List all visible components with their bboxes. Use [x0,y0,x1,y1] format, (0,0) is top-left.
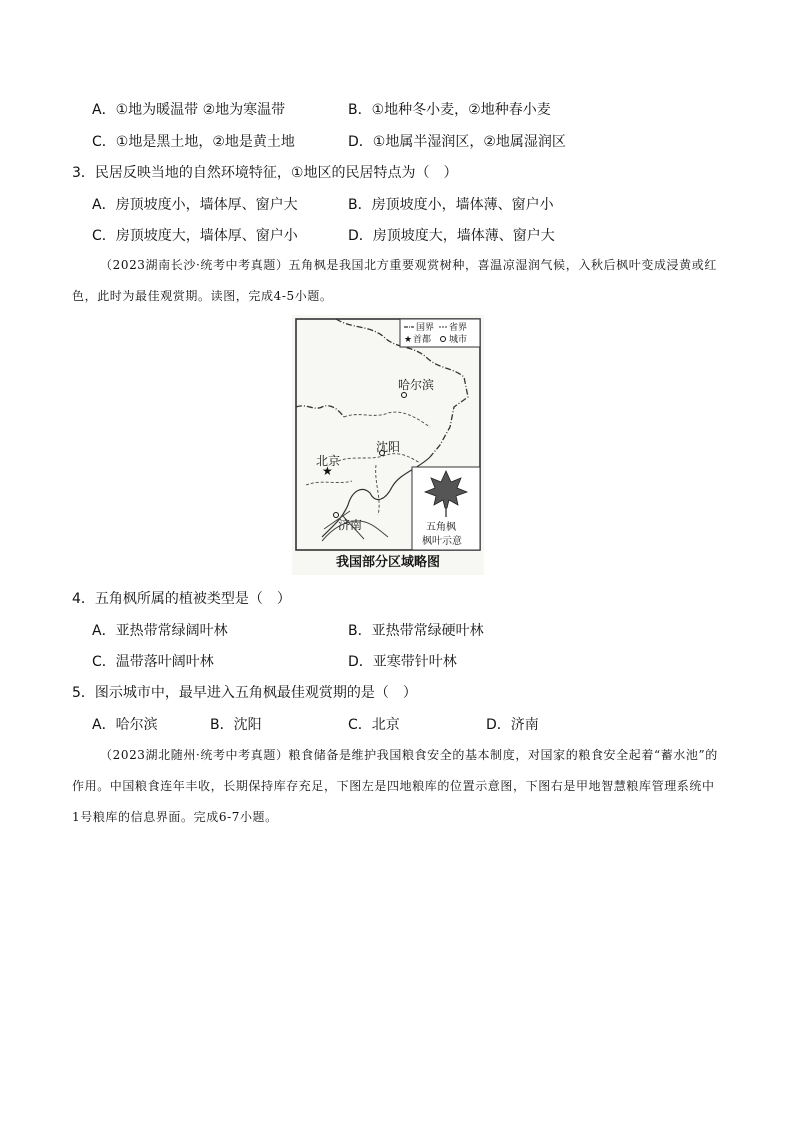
city-harbin: 哈尔滨 [398,378,435,392]
q4-option-c: C．温带落叶阔叶林 [92,654,214,670]
beijing-star-icon: ★ [322,464,333,478]
q3-stem: 3．民居反映当地的自然环境特征，①地区的民居特点为（ ） [72,165,458,181]
city-shenyang: 沈阳 [376,440,401,454]
q5-option-a: A．哈尔滨 [92,717,158,733]
passage-grain: （2023湖北随州·统考中考真题）粮食储备是维护我国粮食安全的基本制度，对国家的粮食安全起着“蓄水池”的作用。中国粮食连年丰收，长期保持库存充足，下图左是四地粮库的位置示意图，下图右是甲地智慧粮库管理系统中1号粮库的信息界面。完成6-7小题。 [72,748,718,824]
q3-option-a: A．房顶坡度小，墙体厚、窗户大 [92,197,298,213]
region-map-figure [292,315,484,575]
legend-provincial-label: 省界 [449,323,468,333]
q5-option-c: C．北京 [348,717,400,733]
q3-option-d: D．房顶坡度大，墙体薄、窗户大 [348,228,555,244]
q3-option-c: C．房顶坡度大，墙体厚、窗户小 [92,228,298,244]
q2-option-b: B．①地种冬小麦，②地种春小麦 [348,102,551,118]
city-jinan: 济南 [338,518,363,532]
inset-label-2: 枫叶示意 [422,536,462,547]
legend-national-label: 国界 [416,323,435,333]
q4-stem: 4．五角枫所属的植被类型是（ ） [72,591,291,607]
q5-stem: 5．图示城市中，最早进入五角枫最佳观赏期的是（ ） [72,685,417,701]
q2-option-a: A．①地为暖温带 ②地为寒温带 [92,102,286,118]
capital-star-icon: ★ [404,335,413,345]
city-beijing: 北京 [316,454,341,468]
map-caption: 我国部分区域略图 [335,555,441,570]
region-map [292,315,484,575]
q2-option-d: D．①地属半湿润区，②地属湿润区 [348,134,566,150]
q3-option-b: B．房顶坡度小，墙体薄、窗户小 [348,197,554,213]
q2-option-c: C．①地是黑土地，②地是黄土地 [92,134,295,150]
q5-option-b: B．沈阳 [210,717,262,733]
inset-label-1: 五角枫 [426,522,456,533]
q4-option-d: D．亚寒带针叶林 [348,654,457,670]
legend-city-label: 城市 [449,335,468,345]
q5-option-d: D．济南 [486,717,539,733]
q4-option-a: A．亚热带常绿阔叶林 [92,623,228,639]
passage-maple: （2023湖南长沙·统考中考真题）五角枫是我国北方重要观赏树种，喜温凉湿润气候，入秋后枫叶变成浸黄或红色，此时为最佳观赏期。读图，完成4-5小题。 [72,258,717,303]
q4-option-b: B．亚热带常绿硬叶林 [348,623,484,639]
legend-capital-label: 首都 [413,335,432,345]
